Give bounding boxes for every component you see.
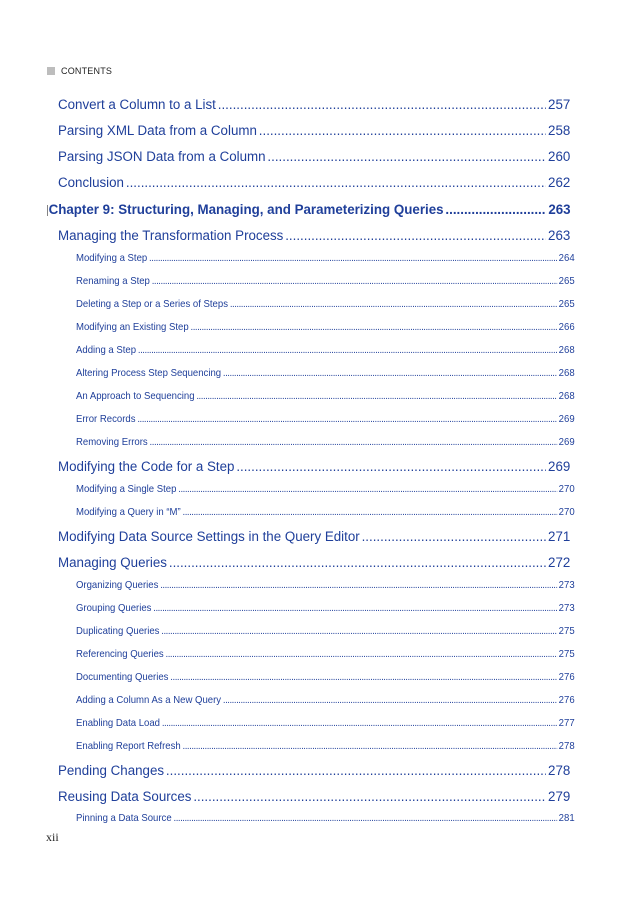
toc-subentry[interactable] — [76, 484, 575, 495]
toc-subentry[interactable] — [76, 507, 575, 518]
toc-entry-page: 278 — [548, 763, 571, 779]
toc-chapter-title: Chapter 9: Structuring, Managing, and Parameterizing Queries — [48, 202, 444, 218]
toc-entry-title: Pending Changes — [58, 763, 165, 779]
page-number: xii — [46, 830, 59, 844]
toc-subentry-title: Referencing Queries — [76, 649, 164, 660]
toc-subentry[interactable] — [76, 276, 575, 287]
toc-entry[interactable] — [58, 459, 570, 475]
toc-subentry[interactable] — [76, 626, 575, 637]
toc-subentry[interactable] — [76, 322, 575, 333]
toc-entry-title: Modifying Data Source Settings in the Query Editor — [58, 529, 360, 545]
toc-subentry-page: 265 — [558, 299, 575, 310]
toc-entry-title: Parsing JSON Data from a Column — [58, 149, 266, 165]
toc-subentry-title: Grouping Queries — [76, 603, 152, 614]
toc-subentry[interactable] — [76, 695, 575, 706]
toc-subentry-title: Renaming a Step — [76, 276, 150, 287]
dot-leader — [162, 718, 557, 729]
toc-subentry-page: 269 — [558, 437, 575, 448]
toc-subentry-page: 269 — [558, 414, 575, 425]
chapter-square-icon — [47, 205, 48, 216]
dot-leader — [223, 368, 557, 379]
toc-subentry-title: An Approach to Sequencing — [76, 391, 195, 402]
toc-subentry-page: 265 — [558, 276, 575, 287]
dot-leader — [150, 437, 557, 448]
toc-entry-title: Managing Queries — [58, 555, 167, 571]
dot-leader — [166, 763, 546, 779]
toc-subentry-page: 281 — [558, 813, 575, 824]
toc-entry-title: Conclusion — [58, 175, 124, 191]
toc-entry[interactable] — [58, 529, 570, 545]
toc-entry-title: Managing the Transformation Process — [58, 228, 284, 244]
toc-entry-page: 257 — [548, 97, 571, 113]
toc-subentry-title: Adding a Column As a New Query — [76, 695, 222, 706]
dot-leader — [152, 276, 557, 287]
toc-subentry-title: Modifying a Step — [76, 253, 148, 264]
toc-subentry-title: Enabling Report Refresh — [76, 741, 181, 752]
toc-subentry-title: Modifying a Single Step — [76, 484, 177, 495]
toc-subentry[interactable] — [76, 672, 575, 683]
toc-subentry-title: Modifying an Existing Step — [76, 322, 189, 333]
toc-subentry[interactable] — [76, 718, 575, 729]
toc-entry-page: 262 — [548, 175, 571, 191]
toc-entry[interactable] — [58, 763, 570, 779]
dot-leader — [190, 322, 556, 333]
toc-subentry[interactable] — [76, 649, 575, 660]
toc-subentry-page: 270 — [558, 507, 575, 518]
dot-leader — [126, 175, 546, 191]
dot-leader — [223, 695, 557, 706]
toc-chapter-entry[interactable] — [47, 202, 571, 218]
dot-leader — [160, 580, 557, 591]
toc-entry[interactable] — [58, 228, 570, 244]
toc-entry[interactable] — [58, 149, 570, 165]
toc-entry[interactable] — [58, 789, 570, 805]
toc-subentry-title: Deleting a Step or a Series of Steps — [76, 299, 228, 310]
toc-entry-page: 279 — [548, 789, 571, 805]
dot-leader — [166, 649, 557, 660]
dot-leader — [362, 529, 547, 545]
toc-entry[interactable] — [58, 97, 570, 113]
toc-subentry-page: 268 — [558, 345, 575, 356]
toc-entry[interactable] — [58, 175, 570, 191]
dot-leader — [218, 97, 546, 113]
toc-entry-page: 263 — [548, 228, 571, 244]
toc-subentry-page: 273 — [558, 580, 575, 591]
toc-entry-title: Parsing XML Data from a Column — [58, 123, 257, 139]
header-label: CONTENTS — [61, 66, 113, 76]
toc-subentry-title: Adding a Step — [76, 345, 137, 356]
toc-entry[interactable] — [58, 555, 570, 571]
toc-subentry-page: 276 — [558, 672, 575, 683]
toc-chapter-page: 263 — [548, 202, 571, 218]
toc-subentry-title: Duplicating Queries — [76, 626, 160, 637]
dot-leader — [236, 459, 546, 475]
dot-leader — [259, 123, 546, 139]
toc-subentry[interactable] — [76, 368, 575, 379]
dot-leader — [161, 626, 557, 637]
dot-leader — [178, 484, 557, 495]
dot-leader — [149, 253, 557, 264]
toc-subentry-title: Altering Process Step Sequencing — [76, 368, 222, 379]
toc-subentry-page: 264 — [558, 253, 575, 264]
toc-entry-page: 272 — [548, 555, 571, 571]
toc-subentry-page: 275 — [558, 626, 575, 637]
toc-subentry-title: Organizing Queries — [76, 580, 159, 591]
toc-subentry-page: 278 — [558, 741, 575, 752]
toc-subentry-page: 266 — [558, 322, 575, 333]
toc-entry-page: 271 — [548, 529, 571, 545]
dot-leader — [170, 672, 557, 683]
toc-subentry-title: Error Records — [76, 414, 136, 425]
dot-leader — [183, 507, 557, 518]
toc-subentry-page: 268 — [558, 391, 575, 402]
toc-subentry[interactable] — [76, 580, 575, 591]
dot-leader — [285, 228, 546, 244]
toc-subentry-page: 275 — [558, 649, 575, 660]
toc-entry-page: 258 — [548, 123, 571, 139]
dot-leader — [445, 202, 546, 218]
toc-subentry-page: 273 — [558, 603, 575, 614]
dot-leader — [153, 603, 557, 614]
toc-subentry-title: Modifying a Query in “M” — [76, 507, 181, 518]
toc-entry-page: 260 — [548, 149, 571, 165]
toc-subentry[interactable] — [76, 391, 575, 402]
dot-leader — [138, 345, 557, 356]
toc-subentry[interactable] — [76, 813, 575, 824]
toc-subentry-page: 270 — [558, 484, 575, 495]
toc-entry-title: Convert a Column to a List — [58, 97, 216, 113]
toc-subentry[interactable] — [76, 253, 575, 264]
dot-leader — [230, 299, 557, 310]
toc-subentry[interactable] — [76, 603, 575, 614]
toc-subentry-title: Removing Errors — [76, 437, 148, 448]
toc-subentry-page: 277 — [558, 718, 575, 729]
toc-subentry-title: Pinning a Data Source — [76, 813, 172, 824]
toc-entry-title: Modifying the Code for a Step — [58, 459, 235, 475]
dot-leader — [196, 391, 556, 402]
dot-leader — [169, 555, 546, 571]
toc-subentry-title: Enabling Data Load — [76, 718, 160, 729]
toc-subentry-title: Documenting Queries — [76, 672, 169, 683]
toc-subentry[interactable] — [76, 345, 575, 356]
toc-entry[interactable] — [58, 123, 570, 139]
toc-subentry[interactable] — [76, 414, 575, 425]
toc-subentry[interactable] — [76, 437, 575, 448]
toc-entry-title: Reusing Data Sources — [58, 789, 192, 805]
toc-entry-page: 269 — [548, 459, 571, 475]
dot-leader — [267, 149, 546, 165]
toc-subentry-page: 276 — [558, 695, 575, 706]
toc-subentry[interactable] — [76, 299, 575, 310]
dot-leader — [193, 789, 546, 805]
dot-leader — [183, 741, 557, 752]
dot-leader — [137, 414, 557, 425]
toc-subentry-page: 268 — [558, 368, 575, 379]
dot-leader — [174, 813, 557, 824]
toc-subentry[interactable] — [76, 741, 575, 752]
